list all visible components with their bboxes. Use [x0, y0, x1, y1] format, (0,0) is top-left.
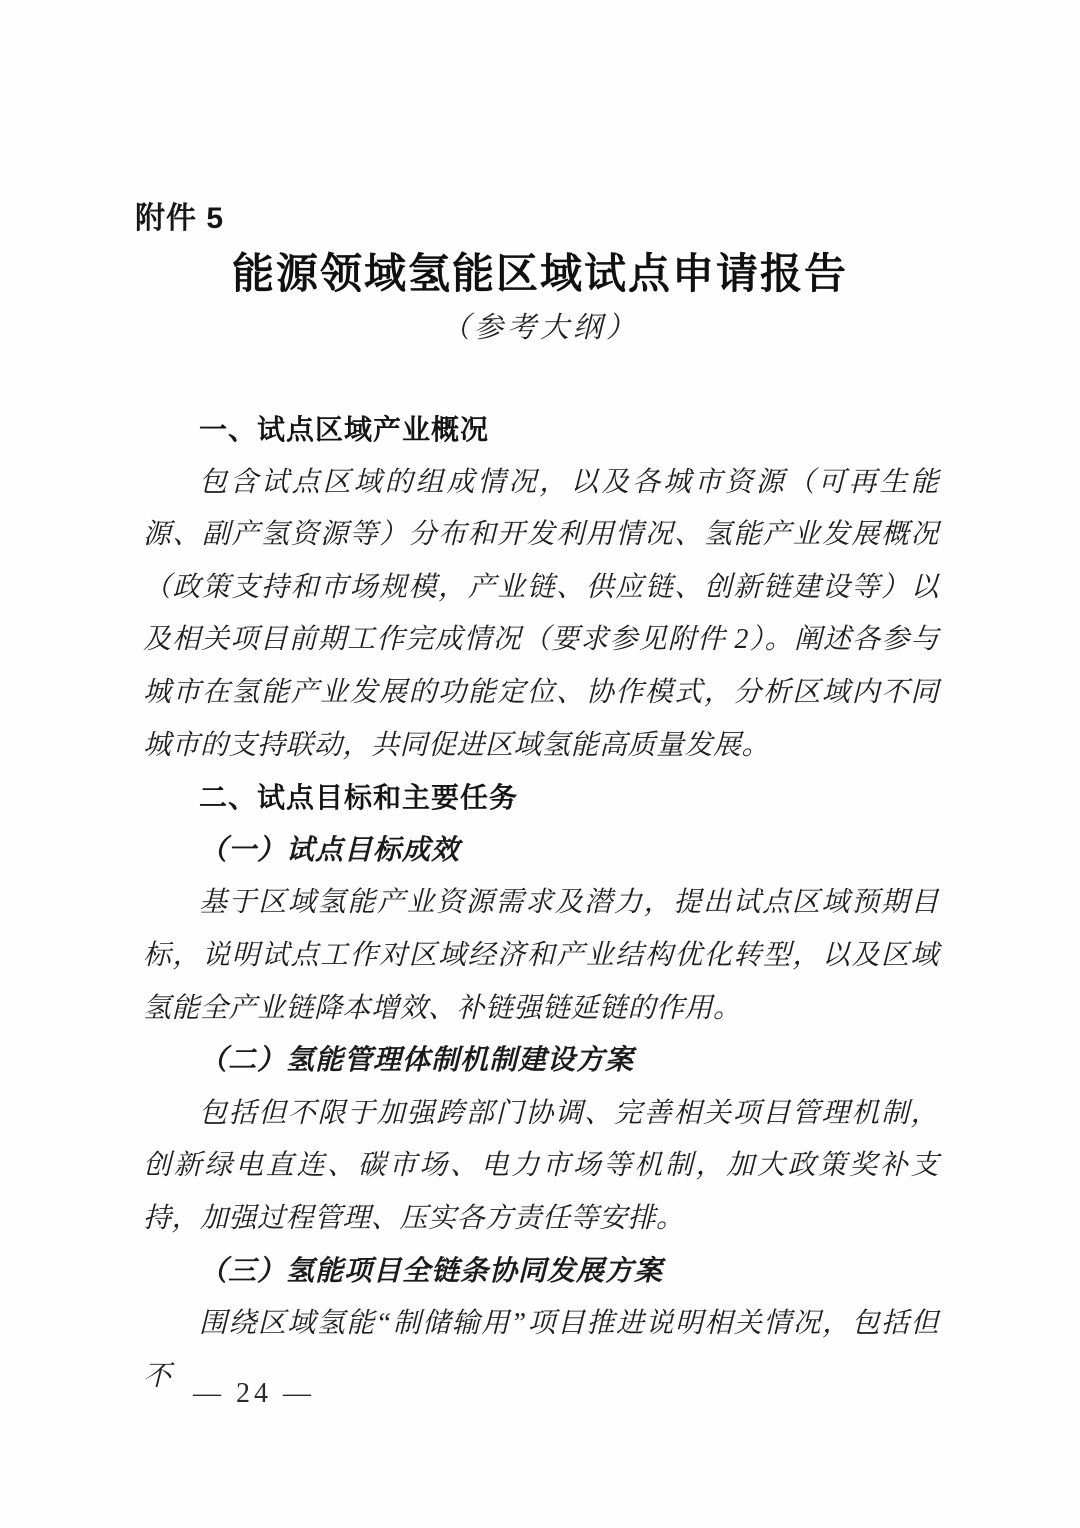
document-body	[143, 404, 939, 1403]
subsection-2-1-heading: （一）试点目标成效	[199, 834, 461, 866]
subsection-2-3-paragraph: 围绕区域氢能“制储输用”项目推进说明相关情况，包括但不	[143, 1308, 939, 1392]
section-1-heading: 一、试点区域产业概况	[199, 414, 490, 445]
subsection-2-2-paragraph: 包括但不限于加强跨部门协调、完善相关项目管理机制，创新绿电直连、碳市场、电力市场等机制，加大政策奖补支持，加强过程管理、压实各方责任等安排。	[143, 1097, 939, 1234]
page-subtitle: （参考大纲）	[440, 312, 639, 344]
attachment-label: 附件 5	[135, 202, 225, 235]
section-1-paragraph: 包含试点区域的组成情况，以及各城市资源（可再生能源、副产氢资源等）分布和开发利用情况、氢能产业发展概况（政策支持和市场规模，产业链、供应链、创新链建设等）以及相关项目前期工作完成情况（要求参见附件 2）。阐述各参与城市在氢能产业发展的功能定位、协作模式，分析区域内不同城市的支持联动，共同促进区域氢能高质量发展。	[143, 466, 939, 761]
subsection-2-2-heading: （二）氢能管理体制机制建设方案	[199, 1045, 635, 1077]
section-2-heading: 二、试点目标和主要任务	[199, 782, 519, 814]
page-number: — 24 —	[193, 1378, 315, 1409]
subsection-2-3-heading: （三）氢能项目全链条协同发展方案	[199, 1255, 664, 1287]
subsection-2-1-paragraph: 基于区域氢能产业资源需求及潜力，提出试点区域预期目标，说明试点工作对区域经济和产业结构优化转型，以及区域氢能全产业链降本增效、补链强链延链的作用。	[143, 887, 939, 1024]
page-title: 能源领域氢能区域试点申请报告	[231, 252, 848, 298]
